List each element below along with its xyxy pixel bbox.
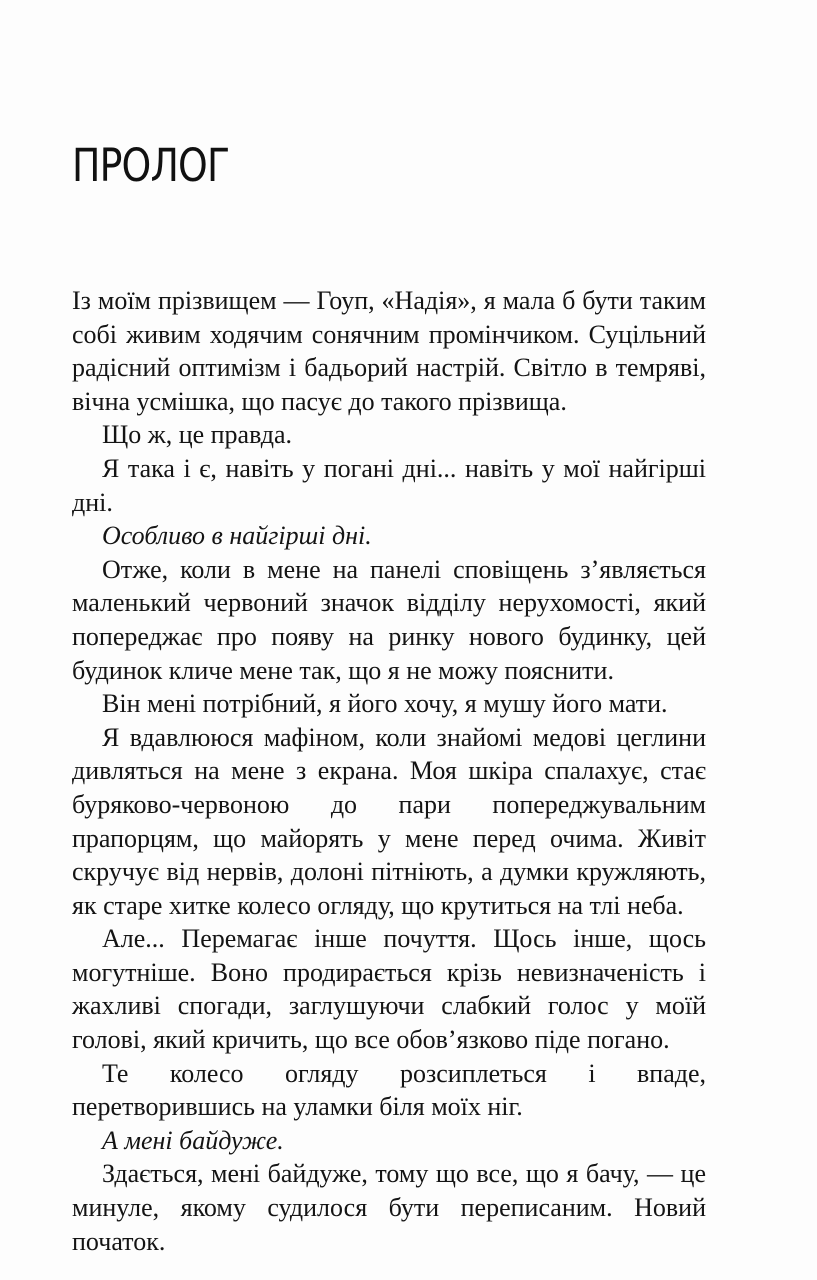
paragraph: Із моїм прізвищем — Гоуп, «Надія», я мала б бути таким собі живим ходячим сонячним промінчиком. Суцільний радісний оптимізм і бадьорий настрій. Світло в темряві, вічна усмішка, що пасує до такого прізвища.: [72, 286, 706, 416]
paragraph: Я вдавлююся мафіном, коли знайомі медові цеглини дивляться на мене з екрана. Моя шкіра спалахує, стає буряково-червоною до пари попереджувальним прапорцям, що майорять у мене перед очима. Живіт скручує від нервів, долоні пітніють, а думки кружляють, як старе хитке колесо огляду, що крутиться на тлі неба.: [72, 722, 706, 920]
paragraph: Я така і є, навіть у погані дні... навіть у мої найгірші дні.: [72, 453, 706, 517]
paragraph-italic: Особливо в найгірші дні.: [102, 521, 372, 551]
paragraph: Він мені потрібний, я його хочу, я мушу його мати.: [102, 689, 668, 719]
paragraph: Здається, мені байдуже, тому що все, що я бачу, — це минуле, якому судилося бути переписаним. Новий початок.: [72, 1159, 706, 1256]
chapter-title: ПРОЛОГ: [72, 139, 230, 192]
paragraph: Отже, коли в мене на панелі сповіщень з’являється маленький червоний значок відділу нерухомості, який попереджає про появу на ринку нового будинку, цей будинок кличе мене так, що я не можу пояснити.: [72, 554, 706, 685]
paragraph-italic: А мені байдуже.: [102, 1125, 284, 1155]
paragraph: Те колесо огляду розсиплеться і впаде, перетворившись на уламки біля моїх ніг.: [72, 1058, 706, 1122]
body-text: [72, 284, 706, 1258]
paragraph: Що ж, це правда.: [102, 420, 292, 450]
paragraph: Але... Перемагає інше почуття. Щось інше, щось могутніше. Воно продирається крізь невизначеність і жахливі спогади, заглушуючи слабкий голос у моїй голові, який кричить, що все обов’язково піде погано.: [72, 924, 706, 1055]
